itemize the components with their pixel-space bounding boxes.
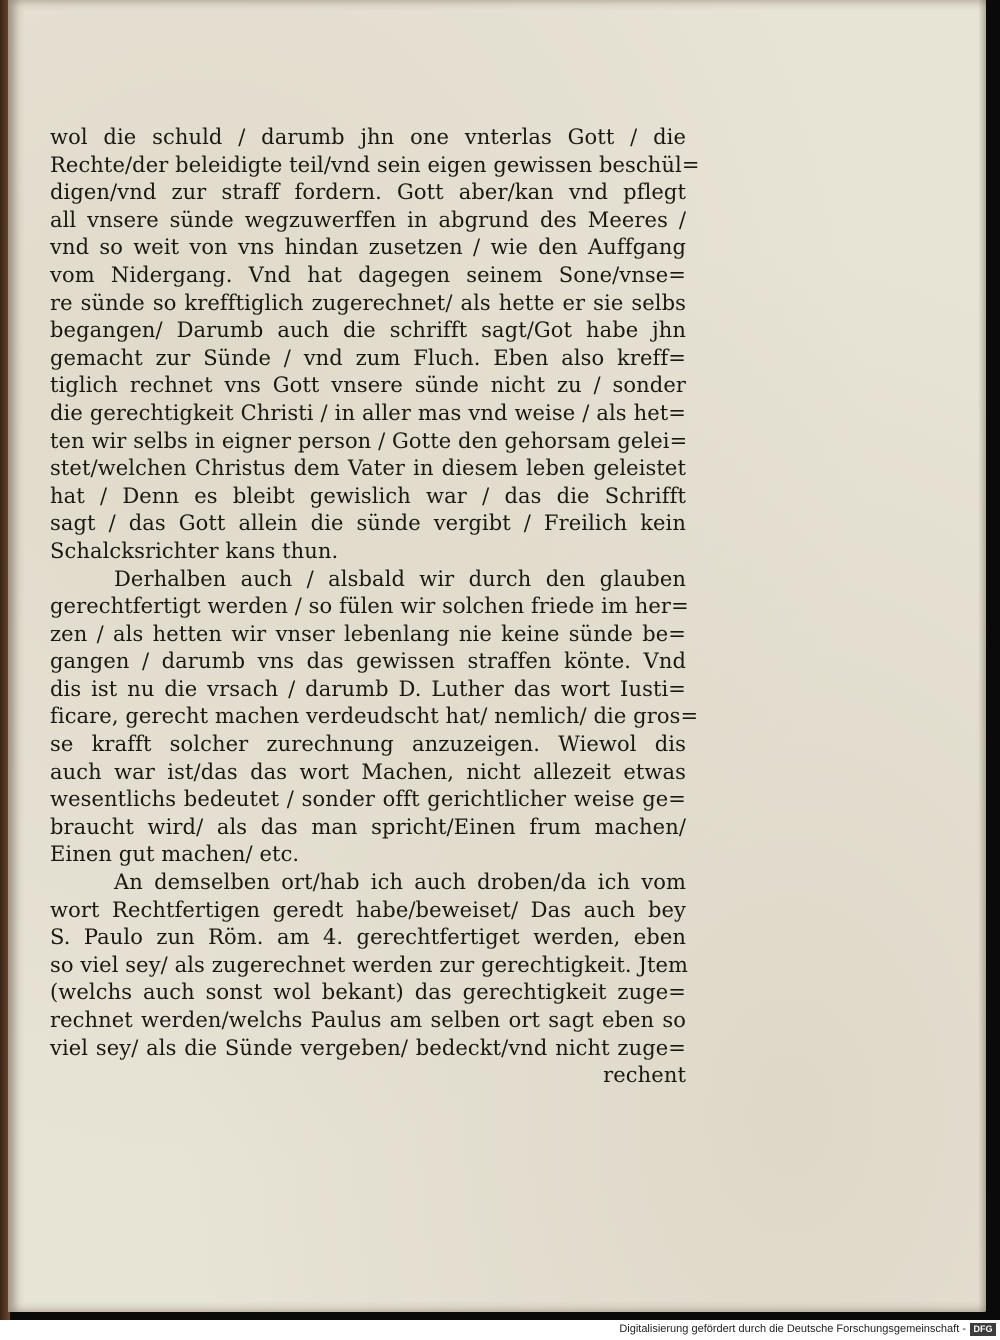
book-page <box>8 0 986 1312</box>
digitization-footer <box>0 1320 1000 1340</box>
text-line: vom Nidergang. Vnd hat dagegen seinem Sone/vnse= <box>50 262 686 287</box>
text-line: wesentlichs bedeutet / sonder offt gerichtlicher weise ge= <box>50 787 686 812</box>
text-line: ten wir selbs in eigner person / Gotte den gehorsam gelei= <box>50 428 688 453</box>
text-line: ficare, gerecht machen verdeudscht hat/ nemlich/ die gros= <box>50 704 699 729</box>
text-line: Schalcksrichter kans thun. <box>50 538 339 563</box>
text-line: hat / Denn es bleibt gewislich war / das die Schrifft <box>50 483 686 508</box>
catchword: rechent <box>603 1063 686 1088</box>
text-line: wol die schuld / darumb jhn one vnterlas Gott / die <box>50 125 686 149</box>
text-line: se krafft solcher zurechnung anzuzeigen. Wiewol dis <box>50 732 686 757</box>
text-line: stet/welchen Christus dem Vater in diesem leben geleistet <box>50 456 686 481</box>
text-line: tiglich rechnet vns Gott vnsere sünde nicht zu / sonder <box>50 373 686 398</box>
text-line: Rechte/der beleidigte teil/vnd sein eigen gewissen beschül= <box>50 152 700 177</box>
text-line: sagt / das Gott allein die sünde vergibt / Freilich kein <box>50 511 686 536</box>
text-line: wort Rechtfertigen geredt habe/beweiset/ Das auch bey <box>50 897 686 922</box>
page-edge <box>978 0 986 1312</box>
text-line: re sünde so krefftiglich zugerechnet/ als hette er sie selbs <box>50 290 686 315</box>
text-line: rechnet werden/welchs Paulus am selben ort sagt eben so <box>50 1008 686 1032</box>
text-line: vnd so weit von vns hindan zusetzen / wie den Auffgang <box>50 235 686 260</box>
text-line: dis ist nu die vrsach / darumb D. Luther das wort Iusti= <box>50 676 686 701</box>
text-line: viel sey/ als die Sünde vergeben/ bedeckt/vnd nicht zuge= <box>50 1035 686 1060</box>
text-line: S. Paulo zun Röm. am 4. gerechtfertiget werden, eben <box>50 925 686 950</box>
paragraph-start-line: An demselben ort/hab ich auch droben/da ich vom <box>114 870 686 895</box>
text-line: die gerechtigkeit Christi / in aller mas vnd weise / als het= <box>50 400 686 425</box>
text-line: zen / als hetten wir vnser lebenlang nie keine sünde be= <box>50 621 686 646</box>
text-line: all vnsere sünde wegzuwerffen in abgrund des Meeres / <box>50 207 686 232</box>
text-line: begangen/ Darumb auch die schrifft sagt/Got habe jhn <box>50 318 686 343</box>
text-line: so viel sey/ als zugerechnet werden zur gerechtigkeit. Jtem <box>50 952 689 977</box>
page-text-block <box>50 124 700 1090</box>
paragraph-start-line: Derhalben auch / alsbald wir durch den glauben <box>114 566 686 591</box>
text-line: auch war ist/das das wort Machen, nicht allezeit etwas <box>50 759 686 784</box>
funding-credit: Digitalisierung gefördert durch die Deutsche Forschungsgemeinschaft - <box>619 1323 966 1335</box>
text-line: (welchs auch sonst wol bekant) das gerechtigkeit zuge= <box>50 980 686 1005</box>
text-line: digen/vnd zur straff fordern. Gott aber/kan vnd pflegt <box>50 180 686 205</box>
text-line: Einen gut machen/ etc. <box>50 842 300 867</box>
text-line: gemacht zur Sünde / vnd zum Fluch. Eben also kreff= <box>50 345 686 370</box>
dfg-logo: DFG <box>970 1323 996 1336</box>
text-line: gangen / darumb vns das gewissen straffen könte. Vnd <box>50 649 686 674</box>
text-line: braucht wird/ als das man spricht/Einen frum machen/ <box>50 814 686 839</box>
text-line: gerechtfertigt werden / so fülen wir solchen friede im her= <box>50 594 689 619</box>
